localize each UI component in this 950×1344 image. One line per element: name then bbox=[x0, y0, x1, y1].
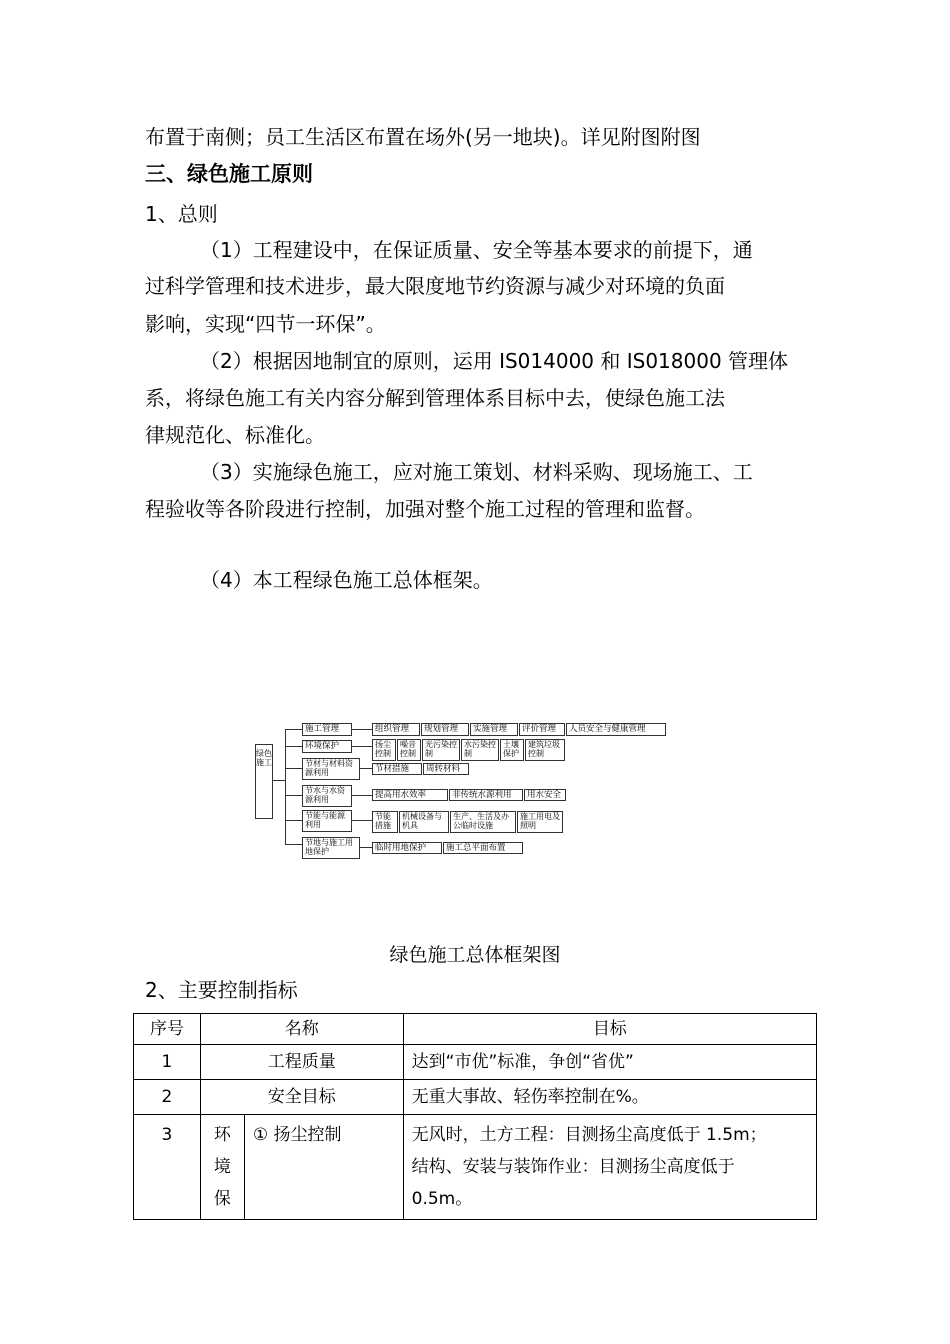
b1-item: 评价管理 bbox=[519, 723, 565, 736]
paragraph-1-line-1: （1）工程建设中，在保证质量、安全等基本要求的前提下，通 bbox=[200, 238, 753, 262]
cell-name: ① 扬尘控制 bbox=[244, 1115, 403, 1220]
subheading-general: 1、总则 bbox=[145, 202, 218, 226]
b3-item: 周转材料 bbox=[423, 763, 469, 775]
paragraph-3-line-1: （3）实施绿色施工，应对施工策划、材料采购、现场施工、工 bbox=[200, 460, 753, 484]
table-row bbox=[134, 1080, 817, 1115]
b6-item: 临时用地保护 bbox=[372, 842, 442, 854]
branch-water: 节水与水资源利用 bbox=[302, 785, 352, 807]
b6-item: 施工总平面布置 bbox=[443, 842, 523, 854]
b2-item: 水污染控制 bbox=[461, 739, 499, 761]
header-cell: 序号 bbox=[134, 1014, 201, 1045]
cell-target: 无重大事故、轻伤率控制在%。 bbox=[403, 1080, 816, 1115]
branch-management: 施工管理 bbox=[302, 723, 352, 736]
paragraph-1-line-3: 影响，实现“四节一环保”。 bbox=[145, 312, 386, 336]
b2-item: 扬尘控制 bbox=[372, 739, 396, 761]
b2-item: 噪音控制 bbox=[397, 739, 421, 761]
b1-item: 规划管理 bbox=[421, 723, 469, 736]
header-cell: 名称 bbox=[200, 1014, 403, 1045]
b5-item: 节能措施 bbox=[372, 811, 398, 833]
b4-item: 提高用水效率 bbox=[372, 789, 448, 801]
target-line: 结构、安装与装饰作业：目测扬尘高度低于 bbox=[411, 1157, 735, 1177]
section-heading: 三、绿色施工原则 bbox=[145, 162, 313, 186]
b3-item: 节材措施 bbox=[372, 763, 422, 775]
b2-item: 土壤保护 bbox=[500, 739, 524, 761]
branch-energy: 节能与能源利用 bbox=[302, 810, 352, 832]
paragraph-1-line-2: 过科学管理和技术进步，最大限度地节约资源与减少对环境的负面 bbox=[145, 274, 725, 298]
cell-name: 安全目标 bbox=[200, 1080, 403, 1115]
paragraph-2-line-1: （2）根据因地制宜的原则，运用 IS014000 和 IS018000 管理体 bbox=[200, 349, 789, 373]
cell-target: 达到“市优”标准，争创“省优” bbox=[403, 1045, 816, 1080]
table-header-row bbox=[134, 1014, 817, 1045]
b5-item: 生产、生活及办公临时设施 bbox=[450, 811, 516, 833]
framework-diagram bbox=[255, 720, 675, 860]
diagram-root: 绿色施工 bbox=[255, 744, 273, 819]
subheading-indicators: 2、主要控制指标 bbox=[145, 978, 298, 1002]
header-cell: 目标 bbox=[403, 1014, 816, 1045]
b1-item: 人员安全与健康管理 bbox=[566, 723, 666, 736]
branch-materials: 节材与材料资源利用 bbox=[302, 758, 360, 780]
target-line: 无风时，土方工程：目测扬尘高度低于 1.5m； bbox=[411, 1125, 767, 1145]
b4-item: 用水安全 bbox=[524, 789, 566, 801]
b2-item: 光污染控制 bbox=[422, 739, 460, 761]
paragraph-3-line-2: 程验收等各阶段进行控制，加强对整个施工过程的管理和监督。 bbox=[145, 497, 705, 521]
b5-item: 机械设备与机具 bbox=[399, 811, 449, 833]
b5-item: 施工用电及照明 bbox=[517, 811, 563, 833]
cell-no: 2 bbox=[134, 1080, 201, 1115]
b2-item: 建筑垃圾控制 bbox=[525, 739, 565, 761]
paragraph-2-line-3: 律规范化、标准化。 bbox=[145, 423, 325, 447]
branch-environment: 环境保护 bbox=[302, 740, 352, 753]
cell-target bbox=[403, 1115, 816, 1220]
control-indicators-table bbox=[133, 1013, 817, 1220]
diagram-caption: 绿色施工总体框架图 bbox=[389, 944, 561, 966]
b1-item: 实施管理 bbox=[470, 723, 518, 736]
paragraph-4: （4）本工程绿色施工总体框架。 bbox=[200, 568, 493, 592]
b4-item: 非传统水源利用 bbox=[449, 789, 523, 801]
paragraph-2-line-2: 系，将绿色施工有关内容分解到管理体系目标中去，使绿色施工法 bbox=[145, 386, 725, 410]
table-row bbox=[134, 1115, 817, 1220]
target-line: 0.5m。 bbox=[411, 1189, 473, 1209]
paragraph-continuation: 布置于南侧；员工生活区布置在场外(另一地块)。详见附图附图 bbox=[145, 125, 701, 149]
cell-category: 环境保 bbox=[200, 1115, 244, 1220]
table-row bbox=[134, 1045, 817, 1080]
cell-no: 3 bbox=[134, 1115, 201, 1220]
branch-land: 节地与施工用地保护 bbox=[302, 837, 360, 859]
b1-item: 组织管理 bbox=[372, 723, 420, 736]
cell-name: 工程质量 bbox=[200, 1045, 403, 1080]
cell-no: 1 bbox=[134, 1045, 201, 1080]
